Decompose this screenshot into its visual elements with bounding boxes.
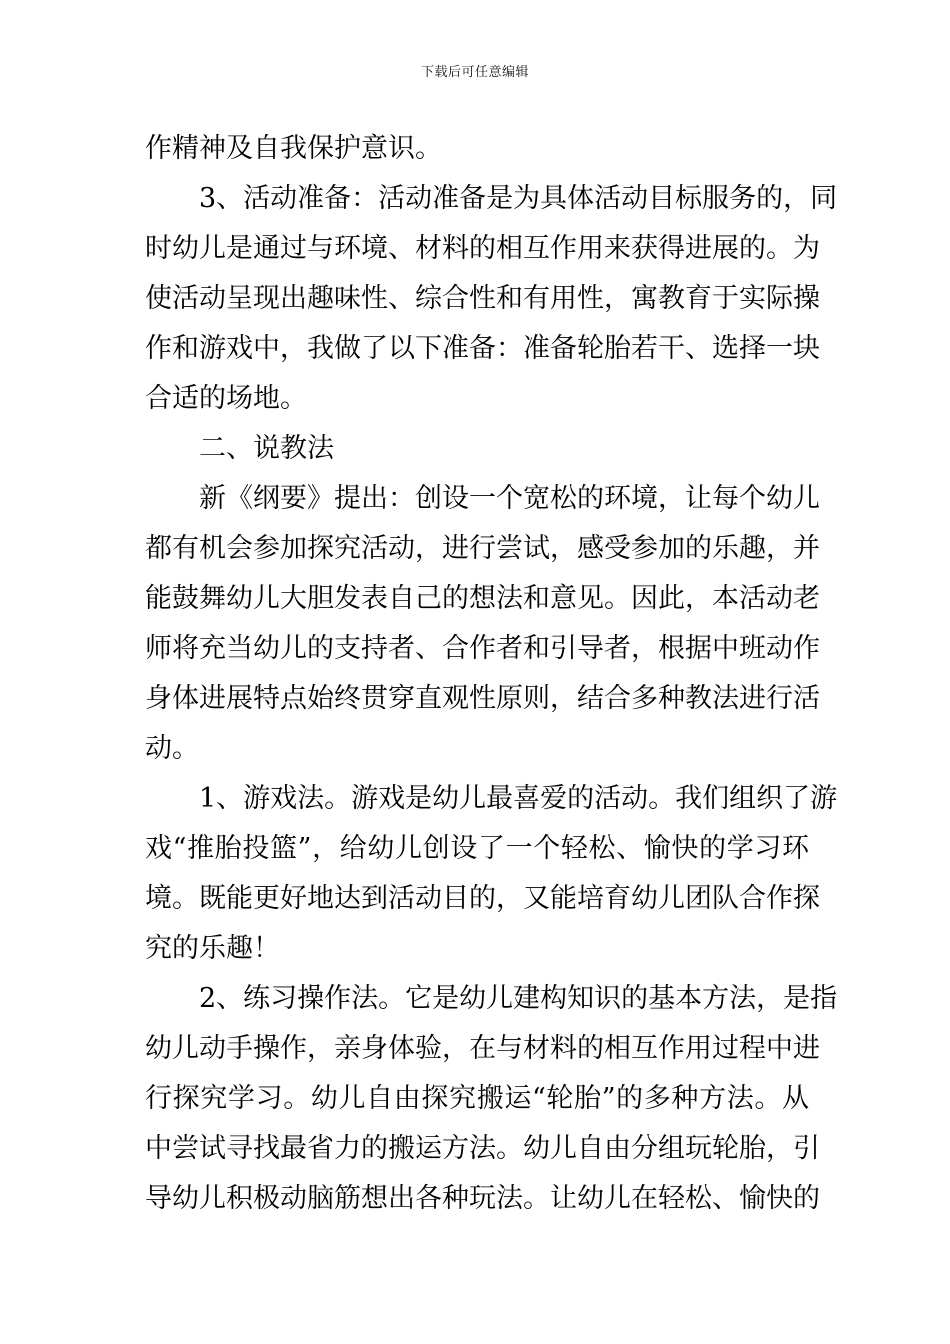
text-line: 2、练习操作法。它是幼儿建构知识的基本方法，是指 xyxy=(199,983,838,1014)
text-line: 师将充当幼儿的支持者、合作者和引导者，根据中班动作 xyxy=(145,633,820,664)
text-line: 都有机会参加探究活动，进行尝试，感受参加的乐趣，并 xyxy=(145,533,820,564)
text-line: 作精神及自我保护意识。 xyxy=(145,133,442,164)
text-line: 导幼儿积极动脑筋想出各种玩法。让幼儿在轻松、愉快的 xyxy=(145,1183,820,1214)
text-line: 境。既能更好地达到活动目的，又能培育幼儿团队合作探 xyxy=(145,883,820,914)
text-line: 动。 xyxy=(145,733,199,764)
text-line: 时幼儿是通过与环境、材料的相互作用来获得进展的。为 xyxy=(145,233,820,264)
page-header: 下载后可任意编辑 xyxy=(420,65,529,80)
text-line: 幼儿动手操作，亲身体验，在与材料的相互作用过程中进 xyxy=(145,1033,820,1064)
text-line: 合适的场地。 xyxy=(145,383,307,414)
text-line: 身体进展特点始终贯穿直观性原则，结合多种教法进行活 xyxy=(145,683,820,714)
text-line: 戏“推胎投篮”，给幼儿创设了一个轻松、愉快的学习环 xyxy=(145,833,809,864)
section-heading: 二、说教法 xyxy=(199,433,334,464)
text-line: 新《纲要》提出：创设一个宽松的环境，让每个幼儿 xyxy=(199,483,820,514)
text-line: 行探究学习。幼儿自由探究搬运“轮胎”的多种方法。从 xyxy=(145,1083,809,1114)
text-line: 3、活动准备：活动准备是为具体活动目标服务的，同 xyxy=(199,183,838,214)
text-line: 能鼓舞幼儿大胆发表自己的想法和意见。因此，本活动老 xyxy=(145,583,820,614)
text-line: 作和游戏中，我做了以下准备：准备轮胎若干、选择一块 xyxy=(145,333,820,364)
text-line: 使活动呈现出趣味性、综合性和有用性，寓教育于实际操 xyxy=(145,283,820,314)
document-body xyxy=(145,124,838,1224)
text-line: 中尝试寻找最省力的搬运方法。幼儿自由分组玩轮胎，引 xyxy=(145,1133,820,1164)
text-line: 1、游戏法。游戏是幼儿最喜爱的活动。我们组织了游 xyxy=(199,783,838,814)
text-line: 究的乐趣！ xyxy=(145,933,280,964)
